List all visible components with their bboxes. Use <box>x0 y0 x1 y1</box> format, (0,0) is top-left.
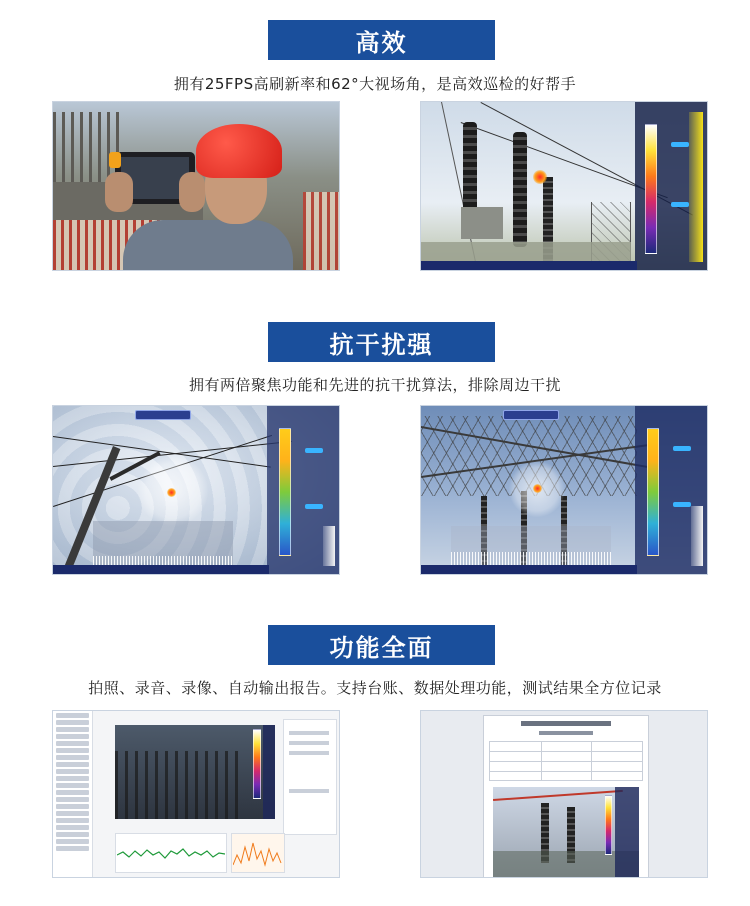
helmet-icon <box>196 124 282 178</box>
screenshot-analysis-software <box>52 710 340 878</box>
section-subtitle-anti-interference: 拥有两倍聚焦功能和先进的抗干扰算法，排除周边干扰 <box>188 376 561 394</box>
photo-tower-focus <box>420 405 708 575</box>
legend-color-bar-icon <box>645 124 657 254</box>
heat-spot-marker-icon <box>533 170 547 184</box>
section-badge-anti-interference: 抗干扰强 <box>268 322 495 362</box>
photo-pole-focus <box>52 405 340 575</box>
legend-color-bar-icon <box>647 428 659 556</box>
section-badge-efficient: 高效 <box>268 20 495 60</box>
section-badge-full-featured: 功能全面 <box>268 625 495 665</box>
photo-worker-inspection <box>52 101 340 271</box>
screenshot-test-report <box>420 710 708 878</box>
section-subtitle-full-featured: 拍照、录音、录像、自动输出报告。支持台账、数据处理功能，测试结果全方位记录 <box>88 679 662 697</box>
photo-insulator-scan <box>420 101 708 271</box>
section-subtitle-efficient: 拥有25FPS高刷新率和62°大视场角，是高效巡检的好帮手 <box>173 75 577 93</box>
legend-color-bar-icon <box>279 428 291 556</box>
